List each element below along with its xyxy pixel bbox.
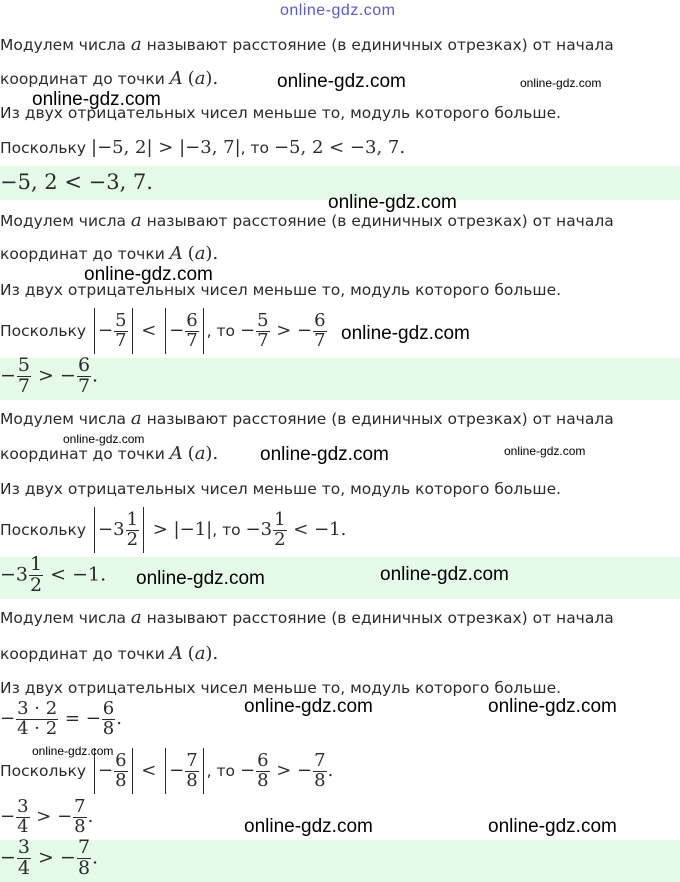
watermark: online-gdz.com <box>260 444 389 465</box>
watermark: online-gdz.com <box>244 816 373 837</box>
watermark: online-gdz.com <box>63 432 145 446</box>
answer-1: −5, 2 < −3, 7. <box>0 170 153 194</box>
since-word: Поскольку <box>0 521 87 539</box>
then-word: , то <box>206 762 236 780</box>
rule-line: Из двух отрицательных чисел меньше то, модуль которого больше. <box>0 104 562 122</box>
result-line: − $\frac{3}{4}$ > − $\frac{7}{8}$ . <box>0 796 94 837</box>
rule-line: Из двух отрицательных чисел меньше то, модуль которого больше. <box>0 480 562 498</box>
definition-line-2: координат до точки A (a). <box>0 68 219 89</box>
watermark: online-gdz.com <box>84 264 213 285</box>
definition-line-2: координат до точки A (a). <box>0 643 219 664</box>
comparison-line: Поскольку − $\frac{6}{8}$ < − $\frac{7}{8}$ , то − $\frac{6}{8}$ > − $\frac{7}{8}$ . <box>0 748 333 794</box>
then-word: , то <box>212 521 241 539</box>
answer-2: − $\frac{5}{7}$ > − $\frac{6}{7}$ . <box>0 354 99 397</box>
watermark: online-gdz.com <box>488 696 617 717</box>
comparison-line: Поскольку −3 $\frac{1}{2}$ > |−1|, то −3 $\frac{1}{2}$ < −1. <box>0 507 346 553</box>
watermark: online-gdz.com <box>32 744 114 758</box>
rule-line: Из двух отрицательных чисел меньше то, модуль которого больше. <box>0 281 562 299</box>
definition-line-1: Модулем числа a называют расстояние (в единичных отрезках) от начала <box>0 607 614 628</box>
answer-4: − $\frac{3}{4}$ > − $\frac{7}{8}$ . <box>0 836 99 879</box>
then-word: , то <box>206 322 236 340</box>
watermark: online-gdz.com <box>136 568 265 589</box>
watermark: online-gdz.com <box>32 89 161 110</box>
definition-line-2: координат до точки A (a). <box>0 443 219 464</box>
definition-line-2: координат до точки A (a). <box>0 243 219 264</box>
watermark: online-gdz.com <box>488 816 617 837</box>
comparison-line: Поскольку |−5, 2| > |−3, 7|, то −5, 2 < −3, 7. <box>0 137 406 158</box>
watermark: online-gdz.com <box>277 71 406 92</box>
definition-line-1: Модулем числа a называют расстояние (в единичных отрезках) от начала <box>0 34 614 55</box>
watermark: online-gdz.com <box>520 76 602 90</box>
watermark: online-gdz.com <box>328 192 457 213</box>
watermark: online-gdz.com <box>504 444 586 458</box>
conversion-line: − $\frac{3 \cdot 2}{4 \cdot 2}$ = − $\frac{6}{8}$ . <box>0 698 122 739</box>
watermark: online-gdz.com <box>244 696 373 717</box>
definition-line-1: Модулем числа a называют расстояние (в единичных отрезках) от начала <box>0 408 614 429</box>
comparison-line: Поскольку − $\frac{5}{7}$ < − $\frac{6}{7}$ , то − $\frac{5}{7}$ > − $\frac{6}{7}$ <box>0 308 328 354</box>
watermark: online-gdz.com <box>380 564 509 585</box>
watermark: online-gdz.com <box>341 323 470 344</box>
answer-band <box>0 836 680 882</box>
since-word: Поскольку <box>0 322 87 340</box>
watermark-top: online-gdz.com <box>280 2 396 19</box>
definition-line-1: Модулем числа a называют расстояние (в единичных отрезках) от начала <box>0 210 614 231</box>
since-word: Поскольку <box>0 762 87 780</box>
answer-3: −3 $\frac{1}{2}$ < −1. <box>0 553 107 596</box>
rule-line: Из двух отрицательных чисел меньше то, модуль которого больше. <box>0 679 562 697</box>
answer-band <box>0 354 680 400</box>
